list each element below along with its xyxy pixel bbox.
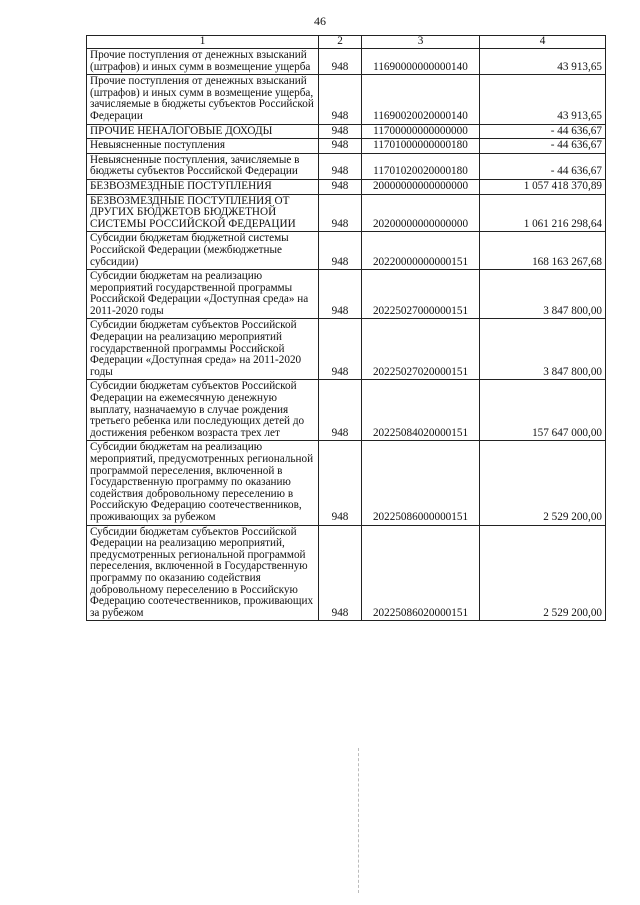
- table-body: [87, 49, 606, 621]
- table-row: [87, 270, 606, 319]
- row-amount: 3 847 800,00: [480, 270, 606, 319]
- table-row: [87, 49, 606, 75]
- row-budget-code: 11690000000000140: [362, 49, 480, 75]
- row-admin-code: 948: [319, 179, 362, 194]
- row-budget-code: 11690020020000140: [362, 75, 480, 124]
- table-row: [87, 153, 606, 179]
- row-amount: 157 647 000,00: [480, 380, 606, 441]
- row-description: Субсидии бюджетам бюджетной системы Российской Федерации (межбюджетные субсидии): [87, 232, 319, 270]
- column-header: 3: [362, 36, 480, 49]
- row-description: Субсидии бюджетам на реализацию мероприятий государственной программы Российской Федерации «Доступная среда» на 2011-2020 годы: [87, 270, 319, 319]
- table-row: [87, 319, 606, 380]
- row-amount: - 44 636,67: [480, 153, 606, 179]
- row-description: БЕЗВОЗМЕЗДНЫЕ ПОСТУПЛЕНИЯ: [87, 179, 319, 194]
- row-amount: - 44 636,67: [480, 139, 606, 154]
- row-amount: 2 529 200,00: [480, 441, 606, 525]
- row-budget-code: 11700000000000000: [362, 124, 480, 139]
- table-row: [87, 139, 606, 154]
- row-description: ПРОЧИЕ НЕНАЛОГОВЫЕ ДОХОДЫ: [87, 124, 319, 139]
- table-row: [87, 75, 606, 124]
- page-number: 46: [314, 14, 326, 28]
- row-description: Субсидии бюджетам на реализацию мероприятий, предусмотренных региональной программой переселения, включенной в Государственную программу по оказанию содействия добровольному переселению в Российскую Федерацию соотечественников, проживающих за рубежом: [87, 441, 319, 525]
- row-budget-code: 20225086000000151: [362, 441, 480, 525]
- row-description: Прочие поступления от денежных взысканий (штрафов) и иных сумм в возмещение ущерба: [87, 49, 319, 75]
- row-amount: 1 061 216 298,64: [480, 194, 606, 232]
- column-header: 4: [480, 36, 606, 49]
- row-description: БЕЗВОЗМЕЗДНЫЕ ПОСТУПЛЕНИЯ ОТ ДРУГИХ БЮДЖЕТОВ БЮДЖЕТНОЙ СИСТЕМЫ РОССИЙСКОЙ ФЕДЕРАЦИИ: [87, 194, 319, 232]
- row-amount: 1 057 418 370,89: [480, 179, 606, 194]
- row-admin-code: 948: [319, 232, 362, 270]
- row-admin-code: 948: [319, 380, 362, 441]
- row-amount: 43 913,65: [480, 49, 606, 75]
- row-admin-code: 948: [319, 49, 362, 75]
- table-row: [87, 380, 606, 441]
- row-amount: 168 163 267,68: [480, 232, 606, 270]
- column-header: 2: [319, 36, 362, 49]
- row-admin-code: 948: [319, 139, 362, 154]
- row-amount: 3 847 800,00: [480, 319, 606, 380]
- row-budget-code: 20225086020000151: [362, 525, 480, 621]
- row-admin-code: 948: [319, 525, 362, 621]
- row-amount: - 44 636,67: [480, 124, 606, 139]
- row-admin-code: 948: [319, 270, 362, 319]
- row-admin-code: 948: [319, 194, 362, 232]
- row-admin-code: 948: [319, 124, 362, 139]
- row-admin-code: 948: [319, 441, 362, 525]
- row-amount: 43 913,65: [480, 75, 606, 124]
- row-budget-code: 11701020020000180: [362, 153, 480, 179]
- table-header-row: [87, 36, 606, 49]
- row-description: Субсидии бюджетам субъектов Российской Федерации на ежемесячную денежную выплату, назначаемую в случае рождения третьего ребенка или последующих детей до достижения ребенком возраста трех лет: [87, 380, 319, 441]
- row-budget-code: 20200000000000000: [362, 194, 480, 232]
- row-description: Прочие поступления от денежных взысканий (штрафов) и иных сумм в возмещение ущерба, зачисляемые в бюджеты субъектов Российской Федерации: [87, 75, 319, 124]
- row-budget-code: 20225084020000151: [362, 380, 480, 441]
- row-budget-code: 20225027000000151: [362, 270, 480, 319]
- table-row: [87, 525, 606, 621]
- table-row: [87, 441, 606, 525]
- row-budget-code: 20220000000000151: [362, 232, 480, 270]
- row-description: Невыясненные поступления: [87, 139, 319, 154]
- row-admin-code: 948: [319, 153, 362, 179]
- row-budget-code: 20225027020000151: [362, 319, 480, 380]
- table-row: [87, 179, 606, 194]
- row-admin-code: 948: [319, 319, 362, 380]
- table-row: [87, 124, 606, 139]
- row-budget-code: 20000000000000000: [362, 179, 480, 194]
- row-description: Субсидии бюджетам субъектов Российской Федерации на реализацию мероприятий, предусмотренных региональной программой переселения, включенной в Государственную программу по оказанию содействия добровольному переселению в Российскую Федерацию соотечественников, проживающих за рубежом: [87, 525, 319, 621]
- row-amount: 2 529 200,00: [480, 525, 606, 621]
- row-budget-code: 11701000000000180: [362, 139, 480, 154]
- row-description: Субсидии бюджетам субъектов Российской Федерации на реализацию мероприятий государственной программы Российской Федерации «Доступная среда» на 2011-2020 годы: [87, 319, 319, 380]
- table-row: [87, 232, 606, 270]
- row-description: Невыясненные поступления, зачисляемые в бюджеты субъектов Российской Федерации: [87, 153, 319, 179]
- page-fold-line: [358, 748, 359, 893]
- column-header: 1: [87, 36, 319, 49]
- table-row: [87, 194, 606, 232]
- row-admin-code: 948: [319, 75, 362, 124]
- revenue-table: [86, 35, 606, 621]
